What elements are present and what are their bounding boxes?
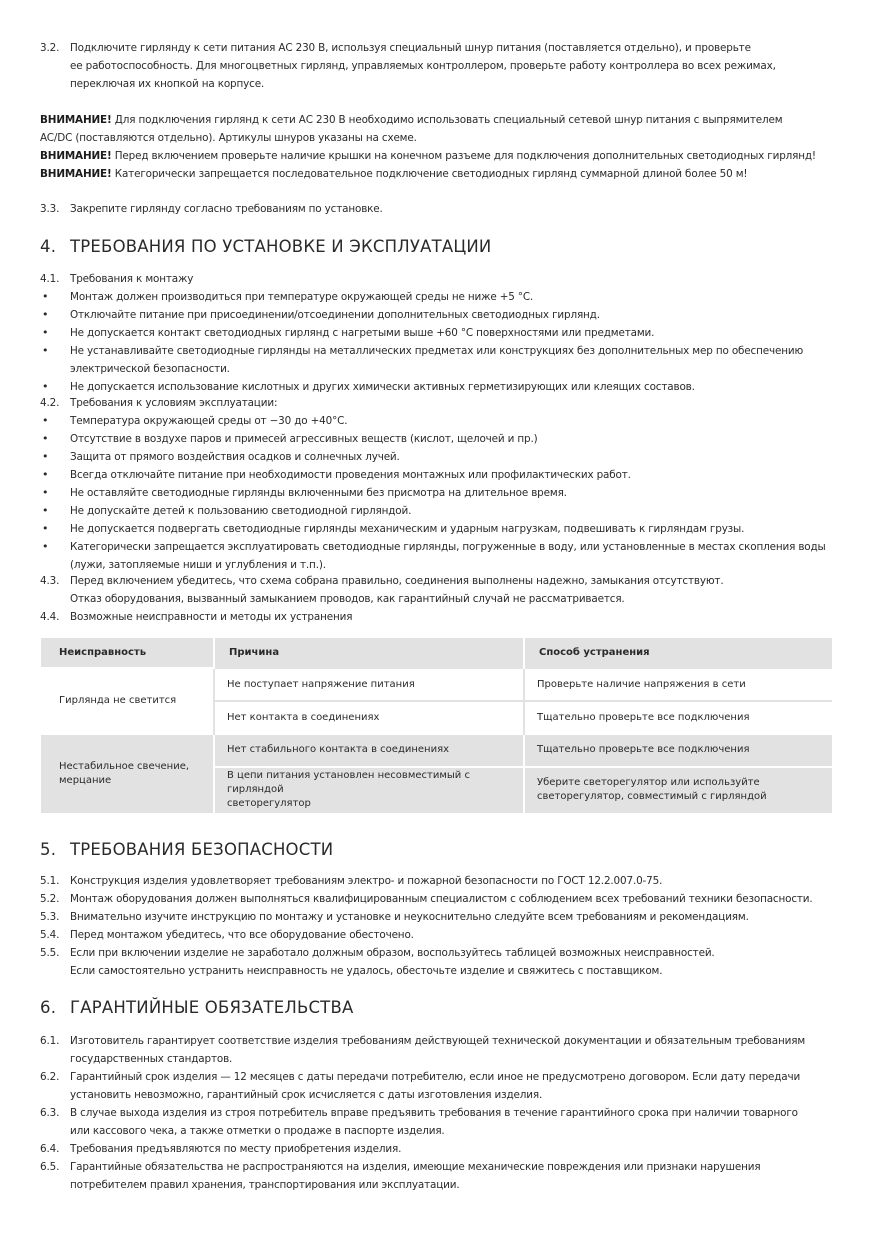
table-header-row	[41, 638, 832, 668]
list-4-1	[40, 288, 838, 396]
bullet: •	[42, 486, 49, 499]
bullet: •	[42, 450, 49, 463]
bullet: •	[42, 414, 49, 427]
bullet: •	[42, 308, 49, 321]
bullet: •	[42, 522, 49, 535]
remedy-cell: Проверьте наличие напряжения в сети	[524, 668, 832, 701]
bullet: •	[42, 344, 49, 357]
bullet: •	[42, 326, 49, 339]
column-header-fault: Неисправность	[41, 638, 214, 668]
item-6-4: 6.4. Требования предъявляются по месту приобретения изделия.	[40, 1143, 402, 1155]
column-header-remedy: Способ устранения	[524, 638, 832, 668]
list-item: Температура окружающей среды от −30 до +40°С.	[70, 415, 348, 427]
list-item: Отключайте питание при присоединении/отсоединении дополнительных светодиодных гирлянд.	[70, 309, 600, 321]
bullet: •	[42, 540, 49, 553]
list-item: Отсутствие в воздухе паров и примесей агрессивных веществ (кислот, щелочей и пр.)	[70, 433, 538, 445]
item-5-5-continued: Если самостоятельно устранить неисправность не удалось, обесточьте изделие и свяжитесь с поставщиком.	[70, 965, 663, 977]
table-row	[41, 734, 832, 767]
item-4-1: 4.1. Требования к монтажу	[40, 273, 194, 285]
cause-cell: Нет стабильного контакта в соединениях	[214, 734, 524, 767]
cause-cell: Нет контакта в соединениях	[214, 701, 524, 734]
item-5-2: 5.2. Монтаж оборудования должен выполняться квалифицированным специалистом с соблюдением всех требований техники безопасности.	[40, 893, 813, 905]
item-6-2: 6.2. Гарантийный срок изделия — 12 месяцев с даты передачи потребителю, если иное не предусмотрено договором. Если дату передачи установить невозможно, гарантийный срок исчисляется с даты изготовления изделия.	[40, 1071, 801, 1101]
section-4-heading: 4. ТРЕБОВАНИЯ ПО УСТАНОВКЕ И ЭКСПЛУАТАЦИИ	[40, 237, 492, 256]
list-item: Не допускается контакт светодиодных гирлянд с нагретыми выше +60 °С поверхностями или предметами.	[70, 327, 655, 339]
list-6	[40, 1032, 838, 1194]
item-5-1: 5.1. Конструкция изделия удовлетворяет требованиям электро- и пожарной безопасности по ГОСТ 12.2.007.0-75.	[40, 875, 663, 887]
item-6-5: 6.5. Гарантийные обязательства не распространяются на изделия, имеющие механические повреждения или признаки нарушения потребителем правил хранения, транспортирования или эксплуатации.	[40, 1161, 761, 1191]
list-item: Всегда отключайте питание при необходимости проведения монтажных или профилактических работ.	[70, 469, 631, 481]
warning-1: ВНИМАНИЕ! Для подключения гирлянд к сети АС 230 В необходимо использовать специальный сетевой шнур питания с выпрямителем AC/DC (поставляются отдельно). Артикулы шнуров указаны на схеме.	[40, 114, 783, 144]
list-item: Монтаж должен производиться при температуре окружающей среды не ниже +5 °С.	[70, 291, 534, 303]
bullet: •	[42, 290, 49, 303]
item-6-3: 6.3. В случае выхода изделия из строя потребитель вправе предъявить требования в течение гарантийного срока при наличии товарного или кассового чека, а также отметки о продаже в паспорте изделия.	[40, 1107, 798, 1137]
item-5-5: 5.5. Если при включении изделие не заработало должным образом, воспользуйтесь таблицей возможных неисправностей.	[40, 947, 715, 959]
troubleshooting-table	[41, 638, 832, 813]
cause-cell: Не поступает напряжение питания	[214, 668, 524, 701]
list-item: Не допускается использование кислотных и других химически активных герметизирующих или клеящих составов.	[70, 381, 695, 393]
bullet: •	[42, 504, 49, 517]
remedy-cell: Уберите светорегулятор или используйте светорегулятор, совместимый с гирляндой	[524, 767, 832, 813]
list-item: Защита от прямого воздействия осадков и солнечных лучей.	[70, 451, 400, 463]
item-6-1: 6.1. Изготовитель гарантирует соответствие изделия требованиям действующей технической документации и обязательным требованиям государственных стандартов.	[40, 1035, 806, 1065]
item-5-4: 5.4. Перед монтажом убедитесь, что все оборудование обесточено.	[40, 929, 414, 941]
warning-2: ВНИМАНИЕ! Перед включением проверьте наличие крышки на конечном разъеме для подключения дополнительных светодиодных гирлянд!	[40, 150, 816, 162]
item-3-3: 3.3. Закрепите гирлянду согласно требованиям по установке.	[40, 203, 383, 215]
cause-cell: В цепи питания установлен несовместимый с гирляндой светорегулятор	[214, 767, 524, 813]
list-item: Не оставляйте светодиодные гирлянды включенными без присмотра на длительное время.	[70, 487, 567, 499]
section-6-heading: 6. ГАРАНТИЙНЫЕ ОБЯЗАТЕЛЬСТВА	[40, 998, 354, 1017]
item-4-3: 4.3. Перед включением убедитесь, что схема собрана правильно, соединения выполнены надежно, замыкания отсутствуют. Отказ оборудования, вызванный замыканием проводов, как гарантийный случай не рассматривается.	[40, 575, 724, 605]
remedy-cell: Тщательно проверьте все подключения	[524, 701, 832, 734]
list-item: Не устанавливайте светодиодные гирлянды на металлических предметах или конструкциях без дополнительных мер по обеспечению	[70, 345, 804, 357]
list-item-continued: (лужи, затопляемые ниши и углубления и т.п.).	[70, 559, 326, 571]
fault-cell: Гирлянда не светится	[41, 668, 214, 734]
list-item: Категорически запрещается эксплуатировать светодиодные гирлянды, погруженные в воду, или установленные в местах скопления воды	[70, 541, 826, 553]
column-header-cause: Причина	[214, 638, 524, 668]
bullet: •	[42, 380, 49, 393]
bullet: •	[42, 468, 49, 481]
table-row	[41, 668, 832, 701]
item-4-4: 4.4. Возможные неисправности и методы их устранения	[40, 611, 353, 623]
list-item-continued: электрической безопасности.	[70, 363, 230, 375]
list-item: Не допускается подвергать светодиодные гирлянды механическим и ударным нагрузкам, подвешивать к гирляндам грузы.	[70, 523, 745, 535]
bullet: •	[42, 432, 49, 445]
item-4-2: 4.2. Требования к условиям эксплуатации:	[40, 397, 278, 409]
section-5-heading: 5. ТРЕБОВАНИЯ БЕЗОПАСНОСТИ	[40, 840, 334, 859]
item-3-2: 3.2. Подключите гирлянду к сети питания АС 230 В, используя специальный шнур питания (поставляется отдельно), и проверьте ее работоспособность. Для многоцветных гирлянд, управляемых контроллером, проверьте работу контроллера во всех режимах, переключая их кнопкой на корпусе.	[40, 42, 776, 90]
warning-3: ВНИМАНИЕ! Категорически запрещается последовательное подключение светодиодных гирлянд суммарной длиной более 50 м!	[40, 168, 748, 180]
remedy-cell: Тщательно проверьте все подключения	[524, 734, 832, 767]
fault-cell: Нестабильное свечение, мерцание	[41, 734, 214, 813]
item-5-3: 5.3. Внимательно изучите инструкцию по монтажу и установке и неукоснительно следуйте всем требованиям и рекомендациям.	[40, 911, 749, 923]
list-item: Не допускайте детей к пользованию светодиодной гирляндой.	[70, 505, 412, 517]
list-4-2	[40, 412, 838, 574]
list-5	[40, 872, 838, 980]
